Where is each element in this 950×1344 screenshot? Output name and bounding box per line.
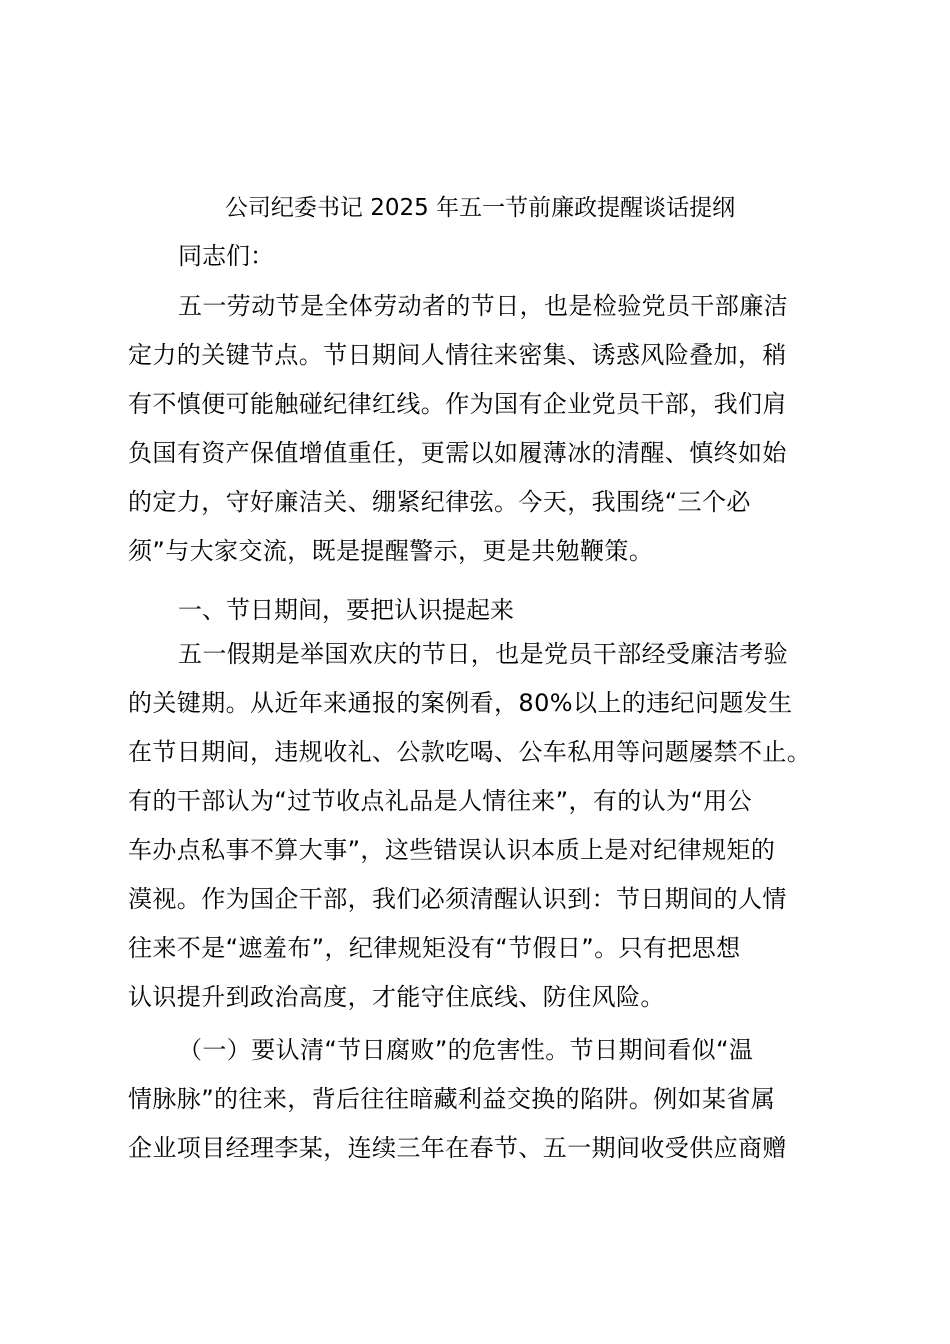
paragraph-intro — [128, 282, 848, 576]
paragraph-section-one — [128, 630, 848, 1022]
paragraph-line: 负国有资产保值增值重任，更需以如履薄冰的清醒、慎终如始 — [128, 439, 787, 467]
paragraph-line: 定力的关键节点。节日期间人情往来密集、诱惑风险叠加，稍 — [128, 341, 787, 369]
paragraph-subsection-one — [128, 1026, 848, 1173]
paragraph-line: 认识提升到政治高度，才能守住底线、防住风险。 — [128, 983, 665, 1011]
paragraph-line: 有不慎便可能触碰纪律红线。作为国有企业党员干部，我们肩 — [128, 390, 787, 418]
paragraph-line: 车办点私事不算大事”，这些错误认识本质上是对纪律规矩的 — [128, 836, 776, 864]
paragraph-line: 往来不是“遮羞布”，纪律规矩没有“节假日”。只有把思想 — [128, 934, 741, 962]
document-title: 公司纪委书记 2025 年五一节前廉政提醒谈话提纲 — [224, 195, 736, 221]
paragraph-line: 情脉脉”的往来，背后往往暗藏利益交换的陷阱。例如某省属 — [128, 1085, 776, 1113]
paragraph-line: （一）要认清“节日腐败”的危害性。节日期间看似“温 — [178, 1036, 754, 1064]
paragraph-line: 企业项目经理李某，连续三年在春节、五一期间收受供应商赠 — [128, 1134, 787, 1162]
section-heading: 一、节日期间，要把认识提起来 — [178, 596, 514, 624]
paragraph-line: 有的干部认为“过节收点礼品是人情往来”，有的认为“用公 — [128, 787, 753, 815]
paragraph-line: 五一假期是举国欢庆的节日，也是党员干部经受廉洁考验 — [178, 640, 788, 668]
paragraph-line: 须”与大家交流，既是提醒警示，更是共勉鞭策。 — [128, 537, 654, 565]
paragraph-line: 的关键期。从近年来通报的案例看，80%以上的违纪问题发生 — [128, 689, 793, 717]
paragraph-line: 在节日期间，违规收礼、公款吃喝、公车私用等问题屡禁不止。 — [128, 738, 812, 766]
salutation: 同志们： — [178, 242, 274, 270]
paragraph-line: 的定力，守好廉洁关、绷紧纪律弦。今天，我围绕“三个必 — [128, 488, 751, 516]
paragraph-line: 五一劳动节是全体劳动者的节日，也是检验党员干部廉洁 — [178, 292, 788, 320]
paragraph-line: 漠视。作为国企干部，我们必须清醒认识到：节日期间的人情 — [128, 885, 787, 913]
